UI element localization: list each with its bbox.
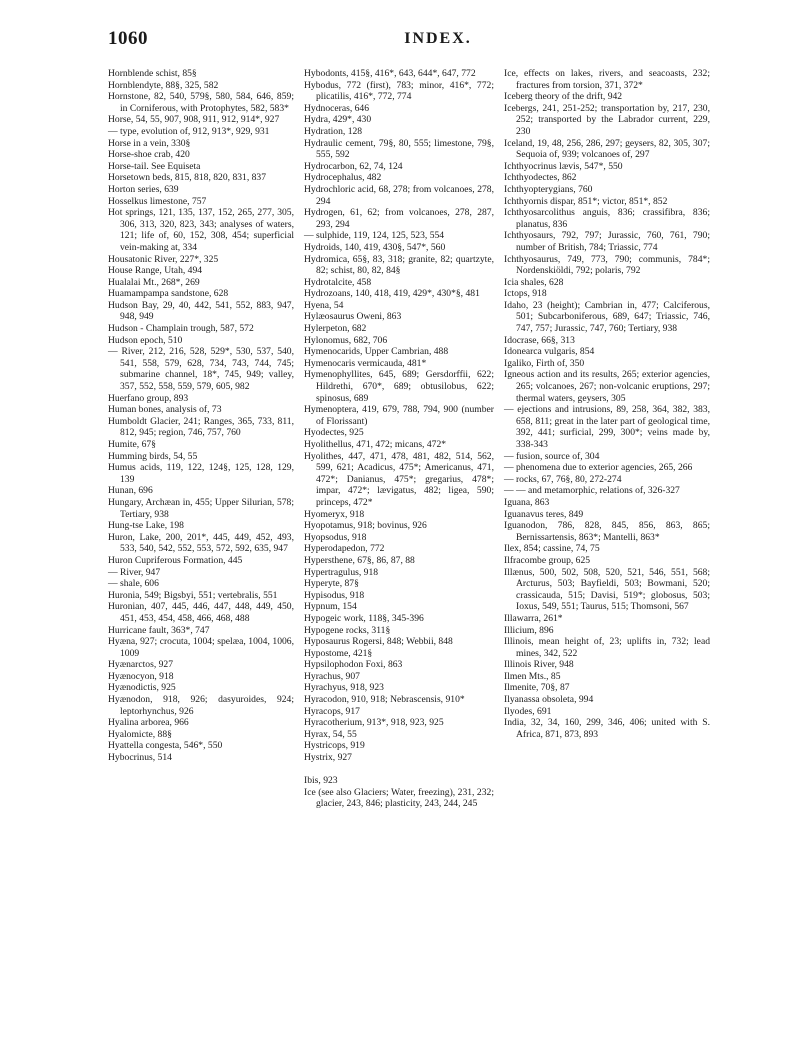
- index-column-2: [304, 68, 494, 810]
- index-entry: Hyperodapedon, 772: [304, 543, 385, 555]
- index-entry: Hypsilophodon Foxi, 863: [304, 659, 403, 671]
- index-entry: Hydroids, 140, 419, 430§, 547*, 560: [304, 241, 446, 253]
- index-entry: Hymenocaris vermicauda, 481*: [304, 357, 427, 369]
- index-entry: Hyalomicte, 88§: [108, 728, 172, 740]
- index-entry: Illinois River, 948: [504, 659, 574, 671]
- index-entry: Ilyanassa obsoleta, 994: [504, 694, 594, 706]
- index-entry: Hystrix, 927: [304, 752, 352, 764]
- index-entry: Hybocrinus, 514: [108, 752, 172, 764]
- index-entry: Humboldt Glacier, 241; Ranges, 365, 733, 811, 812, 945; region, 746, 757, 760: [108, 415, 294, 439]
- index-entry: Hydrochloric acid, 68, 278; from volcanoes, 278, 294: [304, 183, 494, 207]
- page-number: 1060: [108, 28, 148, 49]
- index-entry: — ejections and intrusions, 89, 258, 364, 382, 383, 658, 811; great in the later part of geological time, 392, 441; surficial, 299, 300*; veins made by, 338-343: [504, 404, 710, 450]
- index-entry: Illicium, 896: [504, 624, 554, 636]
- index-entry: Hurricane fault, 363*, 747: [108, 624, 210, 636]
- index-entry: Ice, effects on lakes, rivers, and seacoasts, 232; fractures from torsion, 371, 372*: [504, 68, 710, 91]
- page-title: INDEX.: [404, 30, 472, 47]
- index-entry: — rocks, 67, 76§, 80, 272-274: [504, 473, 622, 485]
- index-entry: Hydnoceras, 646: [304, 102, 370, 114]
- index-entry: Hydraulic cement, 79§, 80, 555; limestone, 79§, 555, 592: [304, 137, 494, 161]
- index-entry: Hyopotamus, 918; bovinus, 926: [304, 520, 427, 532]
- section-gap: [304, 764, 494, 776]
- index-entry: House Range, Utah, 494: [108, 265, 203, 277]
- index-entry: — shale, 606: [108, 578, 159, 590]
- index-entry: Hydrocarbon, 62, 74, 124: [304, 160, 403, 172]
- index-entry: Hyænodon, 918, 926; dasyuroides, 924; leptorhynchus, 926: [108, 694, 294, 717]
- index-entry: Hylæosaurus Oweni, 863: [304, 311, 402, 323]
- index-entry: Hyodectes, 925: [304, 427, 364, 439]
- index-entry: Hyattella congesta, 546*, 550: [108, 740, 223, 752]
- index-entry: Horse, 54, 55, 907, 908, 911, 912, 914*, 927: [108, 114, 280, 126]
- index-entry: Ichthyosarcolithus anguis, 836; crassifibra, 836; planatus, 836: [504, 207, 710, 230]
- index-entry: Idaho, 23 (height); Cambrian in, 477; Calciferous, 501; Subcarboniferous, 689, 647; Triassic, 746, 747, 757; Jurassic, 747, 760; Tertiary, 938: [504, 299, 710, 335]
- index-entry: Hydra, 429*, 430: [304, 114, 372, 126]
- index-entry: — River, 947: [108, 566, 161, 578]
- index-entry: — sulphide, 119, 124, 125, 523, 554: [304, 230, 445, 242]
- index-entry: Hypostome, 421§: [304, 647, 373, 659]
- index-entry: Ichthyopterygians, 760: [504, 183, 593, 195]
- index-entry: Hunan, 696: [108, 485, 153, 497]
- index-entry: Ichthyornis dispar, 851*; victor, 851*, 852: [504, 195, 668, 207]
- index-entry: Hyperyte, 87§: [304, 578, 359, 590]
- index-entry: Iguana, 863: [504, 496, 550, 508]
- index-entry: — — and metamorphic, relations of, 326-327: [504, 485, 680, 497]
- index-entry: Hyracodon, 910, 918; Nebrascensis, 910*: [304, 694, 465, 706]
- index-entry: Hypertragulus, 918: [304, 566, 379, 578]
- index-entry: Hymenophyllites, 645, 689; Gersdorffii, 622; Hildrethi, 670*, 689; obtusilobus, 622; spinosus, 689: [304, 369, 494, 404]
- index-entry: — type, evolution of, 912, 913*, 929, 931: [108, 125, 270, 137]
- index-entry: Hyæna, 927; crocuta, 1004; spelæa, 1004, 1006, 1009: [108, 636, 294, 659]
- index-entry: Hymenoptera, 419, 679, 788, 794, 900 (number of Florissant): [304, 404, 494, 427]
- index-entry: Hosselkus limestone, 757: [108, 195, 207, 207]
- index-entry: Ilmenite, 70§, 87: [504, 682, 570, 694]
- index-entry: Iceberg theory of the drift, 942: [504, 91, 623, 103]
- index-entry: Icia shales, 628: [504, 276, 564, 288]
- index-entry: Hudson epoch, 510: [108, 334, 183, 346]
- index-entry: Igneous action and its results, 265; exterior agencies, 265; volcanoes, 267; non-volcanic eruptions, 297; thermal waters, geysers, 305: [504, 369, 710, 404]
- index-entry: Hymenocarids, Upper Cambrian, 488: [304, 346, 449, 358]
- index-entry: Hyopsodus, 918: [304, 531, 367, 543]
- index-entry: Hypersthene, 67§, 86, 87, 88: [304, 554, 415, 566]
- index-entry: Idocrase, 66§, 313: [504, 334, 575, 346]
- index-entry: Humming birds, 54, 55: [108, 450, 198, 462]
- index-entry: Hyænodictis, 925: [108, 682, 176, 694]
- index-entry: Hypisodus, 918: [304, 589, 365, 601]
- index-entry: Housatonic River, 227*, 325: [108, 253, 219, 265]
- index-entry: Huron Cupriferous Formation, 445: [108, 554, 243, 566]
- index-entry: Hydration, 128: [304, 125, 363, 137]
- index-entry: Horse in a vein, 330§: [108, 137, 191, 149]
- index-entry: Hyrachyus, 918, 923: [304, 682, 384, 694]
- index-entry: Horse-tail. See Equiseta: [108, 160, 201, 172]
- index-entry: Hyposaurus Rogersi, 848; Webbii, 848: [304, 636, 453, 648]
- index-entry: Hornstone, 82, 540, 579§, 580, 584, 646, 859; in Corniferous, with Protophytes, 582, 583*: [108, 91, 294, 114]
- index-entry: Horton series, 639: [108, 183, 179, 195]
- index-entry: Idonearca vulgaris, 854: [504, 346, 595, 358]
- index-entry: Horsetown beds, 815, 818, 820, 831, 837: [108, 172, 267, 184]
- index-column-1: [108, 68, 294, 764]
- index-entry: Hyena, 54: [304, 299, 344, 311]
- index-entry: Human bones, analysis of, 73: [108, 404, 222, 416]
- index-entry: Huerfano group, 893: [108, 392, 189, 404]
- index-entry: Hypnum, 154: [304, 601, 357, 613]
- index-entry: Hudson Bay, 29, 40, 442, 541, 552, 883, 947, 948, 949: [108, 299, 294, 323]
- index-entry: Illænus, 500, 502, 508, 520, 521, 546, 551, 568; Arcturus, 503; Bayfieldi, 503; Bowmani, 520; crassicauda, 515; Davisi, 519*; globosus, 503; Ioxus, 549, 551; Taurus, 515; Thomsoni, 567: [504, 566, 710, 613]
- index-entry: Illawarra, 261*: [504, 612, 563, 624]
- index-entry: Hyrax, 54, 55: [304, 728, 357, 740]
- index-entry: Ice (see also Glaciers; Water, freezing), 231, 232; glacier, 243, 846; plasticity, 243, 244, 245: [304, 786, 494, 810]
- index-entry: Ilfracombe group, 625: [504, 554, 591, 566]
- index-entry: Hyrachus, 907: [304, 670, 360, 682]
- index-entry: Ictops, 918: [504, 288, 547, 300]
- index-entry: Hypogeic work, 118§, 345-396: [304, 612, 424, 624]
- index-entry: Hydrocephalus, 482: [304, 172, 382, 184]
- index-entry: Iguanavus teres, 849: [504, 508, 584, 520]
- index-entry: Hydrogen, 61, 62; from volcanoes, 278, 287, 293, 294: [304, 207, 494, 230]
- index-column-3: [504, 68, 710, 740]
- index-entry: Ichthyodectes, 862: [504, 172, 577, 184]
- index-entry: Hyomeryx, 918: [304, 508, 365, 520]
- index-entry: Humus acids, 119, 122, 124§, 125, 128, 129, 139: [108, 462, 294, 485]
- index-entry: Hung-tse Lake, 198: [108, 520, 184, 532]
- index-entry: Hungary, Archæan in, 455; Upper Silurian, 578; Tertiary, 938: [108, 496, 294, 520]
- index-entry: Hornblende schist, 85§: [108, 68, 197, 79]
- index-entry: Ilex, 854; cassine, 74, 75: [504, 543, 600, 555]
- index-entry: Icebergs, 241, 251-252; transportation by, 217, 230, 252; transported by the Labrador current, 229, 230: [504, 102, 710, 137]
- index-entry: Huronian, 407, 445, 446, 447, 448, 449, 450, 451, 453, 454, 458, 466, 468, 488: [108, 601, 294, 624]
- index-entry: Igaliko, Firth of, 350: [504, 357, 585, 369]
- index-entry: Huron, Lake, 200, 201*, 445, 449, 452, 493, 533, 540, 542, 552, 553, 572, 592, 635, 947: [108, 531, 294, 555]
- index-entry: Hyænocyon, 918: [108, 670, 174, 682]
- index-entry: Hyænarctos, 927: [108, 659, 174, 671]
- index-entry: Ichthyocrinus lævis, 547*, 550: [504, 160, 623, 172]
- index-entry: India, 32, 34, 160, 299, 346, 406; united with S. Africa, 871, 873, 893: [504, 717, 710, 740]
- index-entry: Hylonomus, 682, 706: [304, 334, 388, 346]
- index-entry: — fusion, source of, 304: [504, 450, 600, 462]
- index-entry: Hylerpeton, 682: [304, 323, 367, 335]
- index-entry: Huronia, 549; Bigsbyi, 551; vertebralis, 551: [108, 589, 278, 601]
- index-entry: Hyracotherium, 913*, 918, 923, 925: [304, 717, 444, 729]
- index-entry: Ilmen Mts., 85: [504, 670, 561, 682]
- index-entry: Hyalina arborea, 966: [108, 717, 189, 729]
- page-header: [108, 28, 768, 50]
- index-entry: — phenomena due to exterior agencies, 265, 266: [504, 462, 693, 474]
- index-entry: Hydrozoans, 140, 418, 419, 429*, 430*§, 481: [304, 288, 480, 300]
- index-entry: Horse-shoe crab, 420: [108, 149, 190, 161]
- index-entry: Hudson - Champlain trough, 587, 572: [108, 323, 254, 335]
- index-entry: Hyolithes, 447, 471, 478, 481, 482, 514, 562, 599, 621; Acadicus, 475*; Americanus, 471, 472*; Danianus, 475*; gregarius, 478*; impar, 472*; lævigatus, 482; ligea, 590; princeps, 472*: [304, 450, 494, 508]
- index-entry: Huamampampa sandstone, 628: [108, 288, 229, 300]
- index-entry: Hystricops, 919: [304, 740, 365, 752]
- index-entry: Hyolithellus, 471, 472; micans, 472*: [304, 439, 447, 450]
- index-entry: Ilyodes, 691: [504, 705, 552, 717]
- index-entry: Ibis, 923: [304, 775, 338, 787]
- index-entry: Hybodus, 772 (first), 783; minor, 416*, 772; plicatilis, 416*, 772, 774: [304, 79, 494, 103]
- index-entry: Humite, 67§: [108, 439, 156, 450]
- index-columns: [108, 68, 768, 1038]
- index-entry: Ichthyosaurus, 749, 773, 790; communis, 784*; Nordenskiöldi, 792; polaris, 792: [504, 253, 710, 277]
- index-entry: Iceland, 19, 48, 256, 286, 297; geysers, 82, 305, 307; Sequoia of, 939; volcanoes of, 297: [504, 137, 710, 161]
- index-entry: Hot springs, 121, 135, 137, 152, 265, 277, 305, 306, 313, 320, 823, 343; analyses of waters, 121; life of, 60, 152, 308, 454; superficial vein-making at, 334: [108, 207, 294, 253]
- index-entry: Iguanodon, 786, 828, 845, 856, 863, 865; Bernissartensis, 863*; Mantelli, 863*: [504, 520, 710, 543]
- index-entry: Hualalai Mt., 268*, 269: [108, 276, 200, 288]
- index-entry: — River, 212, 216, 528, 529*, 530, 537, 540, 541, 558, 579, 628, 734, 743, 744, 745; submarine channel, 18*, 745, 949; valley, 357, 552, 558, 559, 579, 605, 982: [108, 346, 294, 393]
- index-entry: Hyracops, 917: [304, 705, 360, 717]
- index-entry: Illinois, mean height of, 23; uplifts in, 732; lead mines, 342, 522: [504, 636, 710, 659]
- index-entry: Ichthyosaurs, 792, 797; Jurassic, 760, 761, 790; number of British, 784; Triassic, 774: [504, 230, 710, 253]
- index-entry: Hydrotalcite, 458: [304, 276, 372, 288]
- index-entry: Hydromica, 65§, 83, 318; granite, 82; quartzyte, 82; schist, 80, 82, 84§: [304, 253, 494, 277]
- index-entry: Hybodonts, 415§, 416*, 643, 644*, 647, 772: [304, 68, 476, 79]
- index-entry: Hypogene rocks, 311§: [304, 624, 391, 636]
- index-entry: Hornblendyte, 88§, 325, 582: [108, 79, 219, 91]
